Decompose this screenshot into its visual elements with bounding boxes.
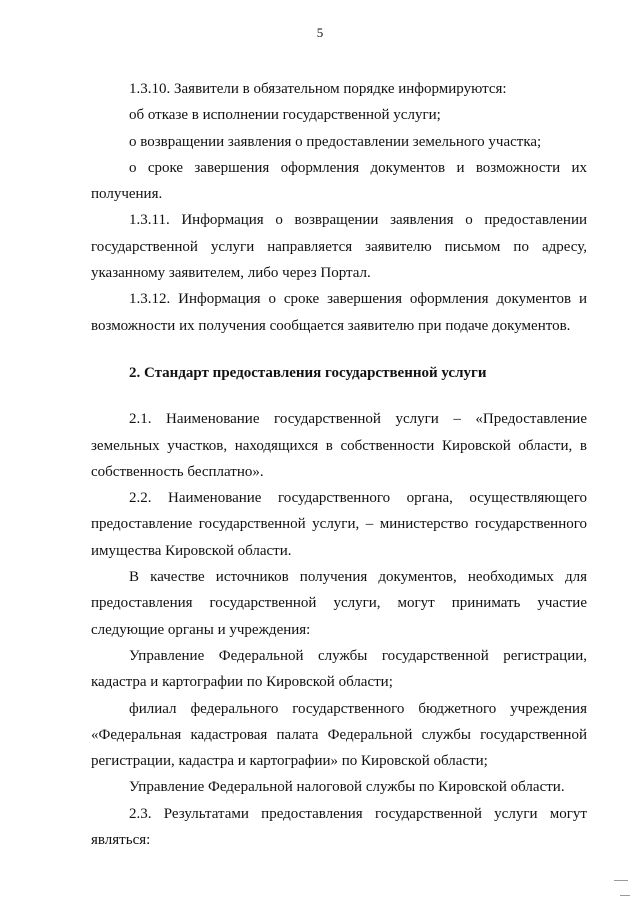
paragraph: В качестве источников получения документов, необходимых для предоставления государственной услуги, могут принимать участие следующие органы и учреждения: — [91, 569, 587, 638]
section-heading: 2. Стандарт предоставления государственной услуги — [129, 364, 487, 381]
paragraph: об отказе в исполнении государственной услуги; — [129, 107, 441, 124]
paragraph: Управление Федеральной налоговой службы по Кировской области. — [129, 779, 565, 796]
paragraph: 1.3.12. Информация о сроке завершения оформления документов и возможности их получения сообщается заявителю при подаче документов. — [91, 291, 587, 334]
paragraph: 1.3.10. Заявители в обязательном порядке информируются: — [129, 81, 507, 97]
paragraph: филиал федерального государственного бюджетного учреждения «Федеральная кадастровая палата Федеральной службы государственной регистрации, кадастра и картографии» по Кировской области; — [91, 700, 587, 770]
paragraph: Управление Федеральной службы государственной регистрации, кадастра и картографии по Кировской области; — [91, 647, 587, 691]
paragraph: 1.3.11. Информация о возвращении заявления о предоставлении государственной услуги направляется заявителю письмом по адресу, указанному заявителем, либо через Портал. — [91, 212, 587, 282]
document-body — [91, 76, 587, 853]
paragraph: о сроке завершения оформления документов и возможности их получения. — [91, 159, 587, 203]
scan-artifact — [614, 880, 628, 881]
paragraph: 2.2. Наименование государственного органа, осуществляющего предоставление государственной услуги, – министерство государственного имущества Кировской области. — [91, 490, 587, 559]
paragraph: 2.3. Результатами предоставления государственной услуги могут являться: — [91, 805, 587, 849]
scan-artifact — [620, 895, 630, 896]
paragraph: 2.1. Наименование государственной услуги – «Предоставление земельных участков, находящихся в собственности Кировской области, в собственность бесплатно». — [91, 411, 587, 480]
paragraph: о возвращении заявления о предоставлении земельного участка; — [129, 133, 542, 150]
page-number: 5 — [316, 25, 324, 40]
